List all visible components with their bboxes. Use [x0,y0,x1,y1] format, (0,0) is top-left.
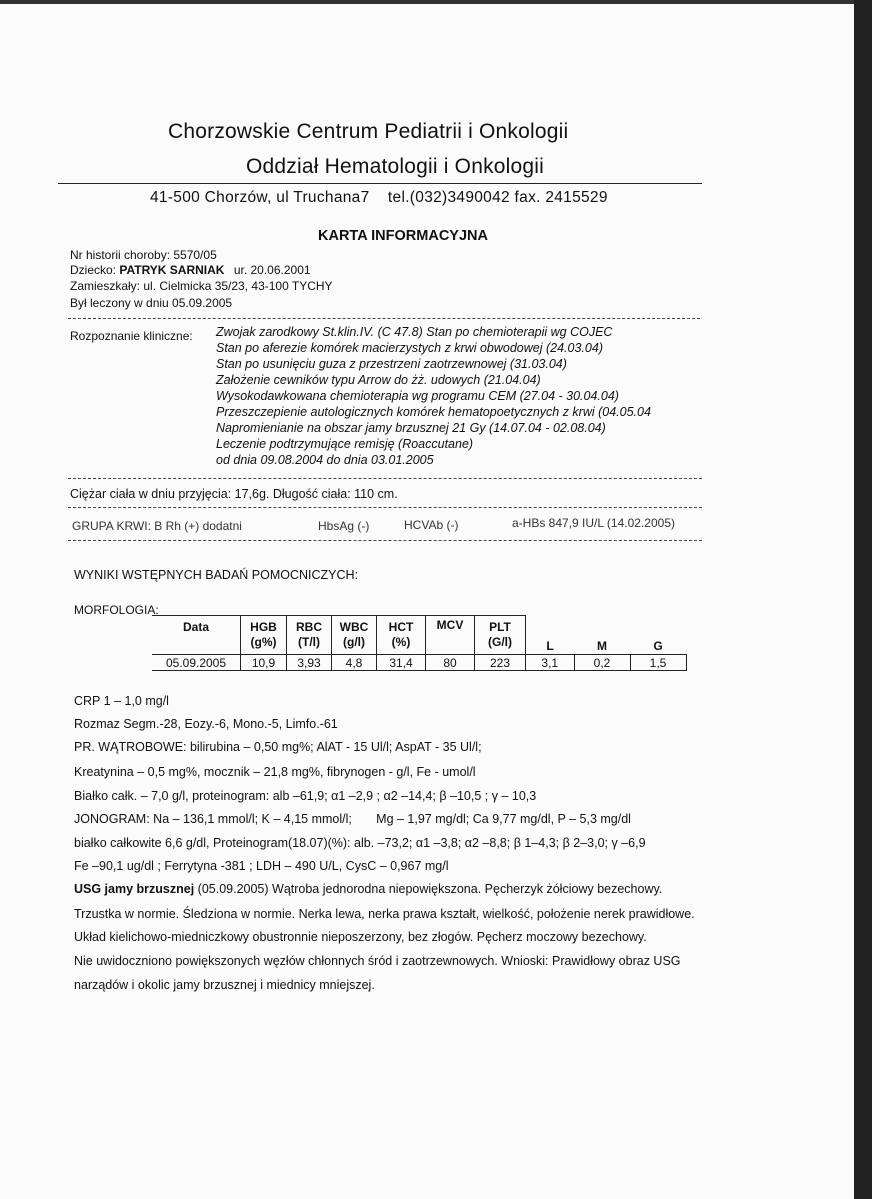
department-name: Oddział Hematologii i Onkologii [246,155,545,178]
table-cell: 05.09.2005 [152,655,241,671]
diagnosis-line: Stan po usunięciu guza z przestrzeni zaotrzewnowej (31.03.04) [216,357,567,371]
results-heading: WYNIKI WSTĘPNYCH BADAŃ POMOCNICZYCH: [74,568,359,582]
usg-line [74,882,662,896]
diagnosis-line: Leczenie podtrzymujące remisję (Roaccutane) [216,437,474,451]
col-header-g: G [653,639,663,653]
divider [68,478,702,479]
morfologia-label: MORFOLOGIA: [74,603,159,617]
ahbs-result: a-HBs 847,9 IU/L (14.02.2005) [512,516,675,530]
table-cell: 31,4 [377,655,426,671]
lab-line: CRP 1 – 1,0 mg/l [74,694,169,708]
divider [68,318,700,319]
table-cell: 80 [426,655,475,671]
col-header-hct: HCT (%) [377,616,426,655]
divider [68,540,702,541]
lab-line: JONOGRAM: Na – 136,1 mmol/l; K – 4,15 mmol/l; Mg – 1,97 mg/dl; Ca 9,77 mg/dl, P – 5,3 mg/dl [74,812,631,826]
child-line [70,263,311,277]
col-header-hgb: HGB (g%) [241,616,287,655]
usg-label: USG jamy brzusznej [74,882,195,896]
col-header-rbc: RBC (T/l) [287,616,332,655]
col-header-m: M [597,639,607,653]
diagnosis-line: Napromienianie na obszar jamy brzusznej 21 Gy (14.07.04 - 02.08.04) [216,421,606,435]
hcvab-result: HCVAb (-) [404,518,459,532]
diagnosis-line: Stan po aferezie komórek macierzystych z krwi obwodowej (24.03.04) [216,341,603,355]
diagnosis-line: od dnia 09.08.2004 do dnia 03.01.2005 [216,453,434,467]
col-header-l: L [526,616,575,655]
diagnosis-label: Rozpoznanie kliniczne: [70,329,193,343]
lab-line: Rozmaz Segm.-28, Eozy.-6, Mono.-5, Limfo.-61 [74,717,338,731]
table-cell: 4,8 [332,655,377,671]
usg-line: Trzustka w normie. Śledziona w normie. Nerka lewa, nerka prawa kształt, wielkość, położenie nerek prawidłowe. [74,907,695,921]
hospital-name: Chorzowskie Centrum Pediatrii i Onkologii [168,120,569,143]
diagnosis-line: Wysokodawkowana chemioterapia wg programu CEM (27.04 - 30.04.04) [216,389,619,403]
table-cell: 3,1 [526,655,575,671]
diagnosis-line: Założenie cewników typu Arrow do żż. udowych (21.04.04) [216,373,541,387]
scan-top-edge [0,0,872,4]
usg-text: (05.09.2005) Wątroba jednorodna niepowiększona. Pęcherzyk żółciowy bezechowy. [194,882,663,896]
table-cell: 10,9 [241,655,287,671]
col-header-wbc: WBC (g/l) [332,616,377,655]
treated-date: Był leczony w dniu 05.09.2005 [70,296,233,310]
usg-line: Układ kielichowo-miedniczkowy obustronnie nieposzerzony, bez złogów. Pęcherz moczowy bezechowy. [74,930,647,944]
child-name: PATRYK SARNIAK [119,263,225,277]
address: Zamieszkały: ul. Cielmicka 35/23, 43-100 TYCHY [70,279,333,293]
table-cell: 1,5 [630,655,686,671]
weight-height: Ciężar ciała w dniu przyjęcia: 17,6g. Długość ciała: 110 cm. [70,487,398,501]
diagnosis-line: Zwojak zarodkowy St.klin.IV. (C 47.8) Stan po chemioterapii wg COJEC [216,325,613,339]
lab-line: Białko całk. – 7,0 g/l, proteinogram: alb –61,9; α1 –2,9 ; α2 –14,4; β –10,5 ; γ – 10,3 [74,789,537,803]
col-header-data: Data [152,616,241,655]
header-divider [58,183,702,184]
divider [68,507,702,508]
usg-line: narządów i okolic jamy brzusznej i miednicy mniejszej. [74,978,375,992]
diagnosis-line: Przeszczepienie autologicznych komórek hematopoetycznych z krwi (04.05.04 [216,405,651,419]
lab-line: Fe –90,1 ug/dl ; Ferrytyna -381 ; LDH – 490 U/L, CysC – 0,967 mg/l [74,859,449,873]
col-header-plt: PLT (G/l) [475,616,526,655]
page-title: KARTA INFORMACYJNA [318,228,488,244]
usg-line: Nie uwidoczniono powiększonych węzłów chłonnych śród i zaotrzewnowych. Wnioski: Prawidłowy obraz USG [74,954,681,968]
table-cell: 0,2 [574,655,630,671]
lab-line: Kreatynina – 0,5 mg%, mocznik – 21,8 mg%, fibrynogen - g/l, Fe - umol/l [74,765,476,779]
lab-line: białko całkowite 6,6 g/dl, Proteinogram(18.07)(%): alb. –73,2; α1 –3,8; α2 –8,8; β 1–4,3; β 2–3,0; γ –6,9 [74,836,646,850]
birth-date: ur. 20.06.2001 [233,263,311,277]
col-header-mcv: MCV [426,616,475,655]
blood-group: GRUPA KRWI: B Rh (+) dodatni [72,519,242,533]
lab-line: PR. WĄTROBOWE: bilirubina – 0,50 mg%; AlAT - 15 Ul/l; AspAT - 35 Ul/l; [74,740,482,754]
hbsag-result: HbsAg (-) [318,519,370,533]
scan-right-edge [854,0,872,1199]
table-cell: 223 [475,655,526,671]
history-number: Nr historii choroby: 5570/05 [70,248,217,262]
table-cell: 3,93 [287,655,332,671]
child-label: Dziecko: [70,263,117,277]
morfologia-table [152,615,687,671]
hospital-address: 41-500 Chorzów, ul Truchana7 tel.(032)3490042 fax. 2415529 [150,189,608,206]
